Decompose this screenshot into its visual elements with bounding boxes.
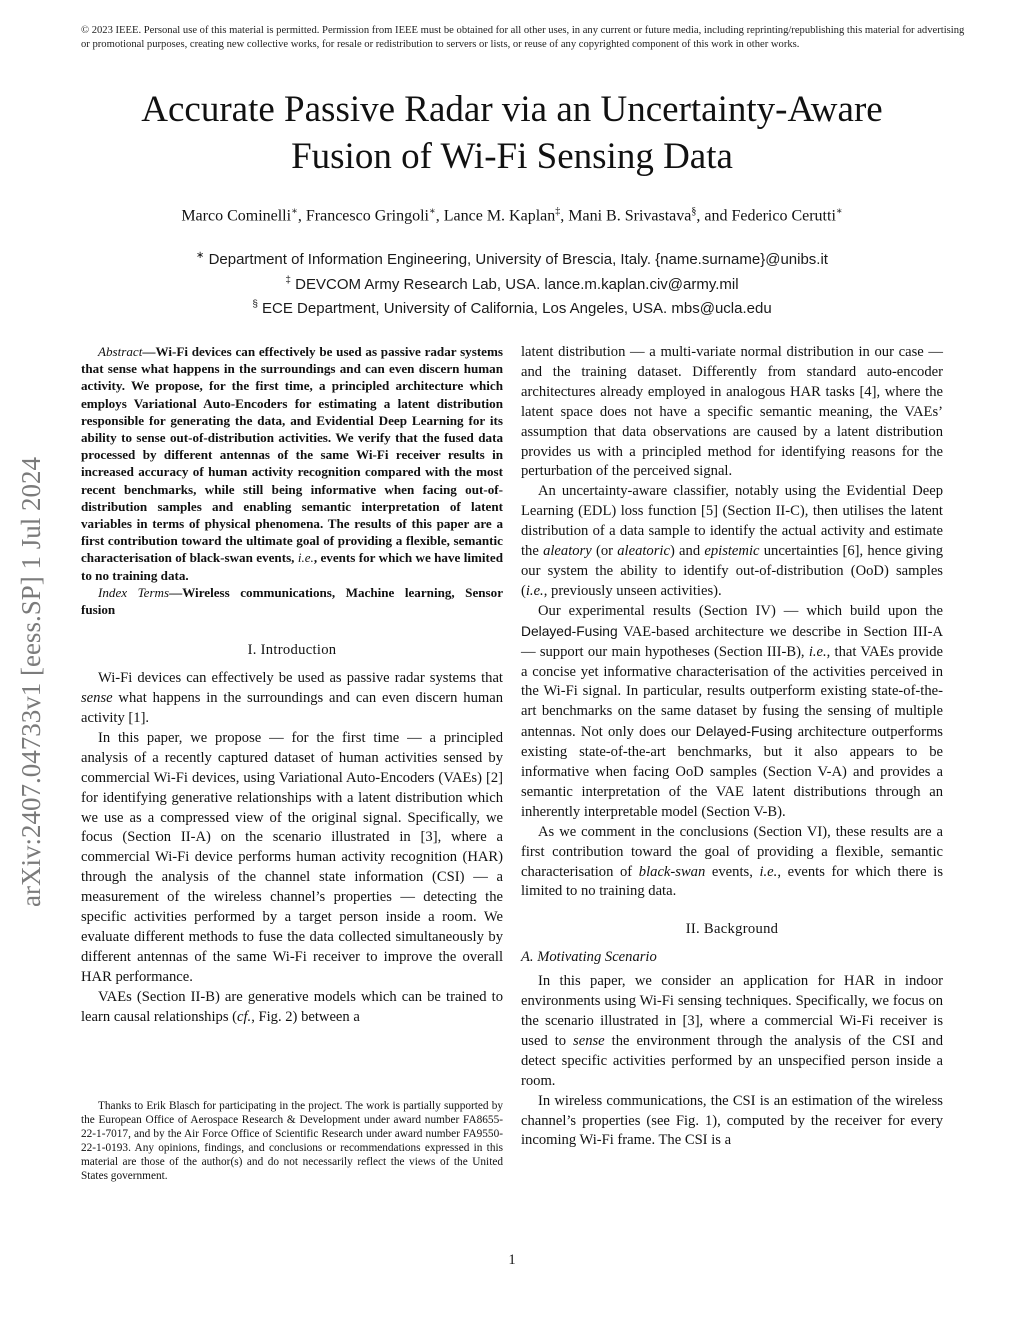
author-mark: ‡ [555,206,561,217]
paragraph-text: (or [591,543,618,560]
paragraph [521,972,943,1091]
paragraph-text: , Fig. 2) between a [251,1008,360,1025]
emphasis: sense [573,1032,605,1049]
paragraph-text: , previously unseen activities). [543,582,722,599]
paragraph-text: , that VAEs provide a concise yet informative characterisation of the activities perceived in the Wi-Fi signal. In particular, results outperform existing state-of-the-art benchmarks on the same dataset by fusing the sensing of multiple antennas. Not only does our [521,643,943,741]
paragraph-text: the environment through the analysis of the CSI and detect specific activities performed by an unspecified person inside a room. [521,1032,943,1089]
paragraph-text: uncertainties [6], hence giving our system the ability to identify out-of-distribution (OoD) samples ( [521,543,943,599]
emphasis: cf. [237,1008,252,1025]
affiliation [60,271,964,296]
affiliation-text: DEVCOM Army Research Lab, USA. lance.m.kaplan.civ@army.mil [295,275,739,293]
abstract-tail: , events for which we have limited to no training data. [81,550,503,583]
emphasis: i.e. [525,582,544,599]
author-list [60,202,964,226]
author-separator: , [560,207,569,225]
affiliation [60,295,964,320]
emphasis: sense [81,690,113,707]
paragraph-text: An uncertainty-aware classifier, notably using the Evidential Deep Learning (EDL) loss function [5] (Section II-C), then utilises the latent distribution of a data sample to identify the actual activity and estimate the [521,483,943,560]
author-name: Francesco Gringoli [305,207,429,225]
affiliation-list [60,246,964,320]
emphasis: black-swan [638,863,706,880]
author-name: Marco Cominelli [181,207,292,225]
paragraph-text: As we comment in the conclusions (Section VI), these results are a first contribution toward the goal of providing a flexible, semantic characterisation of [521,823,943,880]
author-name: Federico Cerutti [731,207,836,225]
index-terms-text: —Wireless communications, Machine learning, Sensor fusion [81,584,504,618]
abstract-label: Abstract [98,344,143,359]
left-column [81,343,503,1027]
author-mark: § [691,206,697,217]
emphasis: i.e. [808,643,827,660]
architecture-name: Delayed-Fusing [695,724,793,740]
paragraph-text: VAE-based architecture we describe in Section III-A — support our main hypotheses (Section III-B), [521,623,943,660]
paragraph: latent distribution — a multi-variate normal distribution in our case — and the training dataset. Differently from standard auto-encoder architectures already employed in analogous HAR tasks [4], where the latent space does not have a specific semantic meaning, the VAEs’ assumption that data observations are caused by a latent distribution provides us with a principled method for identifying reasons for the perturbation of the perceived signal. [521,344,943,480]
author-mark: ∗ [835,206,843,217]
page-number: 1 [508,1252,516,1268]
emphasis: i.e. [759,863,778,880]
abstract-text: —Wi-Fi devices can effectively be used as passive radar systems that sense what happens in the surroundings and can even discern human activity. We propose, for the first time, a principled architecture which employs Variational Auto-Encoders for estimating a latent distribution responsible for generating the data, and Evidential Deep Learning for its ability to sense out-of-distribution activities. We verify that the fused data processed by different antennas of the same Wi-Fi receiver results in increased accuracy of human activity recognition compared with the most recent benchmarks, while still being informative when facing out-of-distribution samples and enabling semantic interpretation of latent variables in terms of physical phenomena. The results of this paper are a first contribution toward the ultimate goal of providing a flexible, semantic characterisation of black-swan events, [81,344,503,566]
author-separator: , [435,207,444,225]
affiliation-text: ECE Department, University of California, Los Angeles, USA. mbs@ucla.edu [262,300,772,317]
paragraph-text: VAEs (Section II-B) are generative models which can be trained to learn causal relationships ( [81,988,503,1025]
arxiv-identifier: arXiv:2407.04733v1 [eess.SP] 1 Jul 2024 [16,457,46,907]
emphasis: aleatoric [617,543,670,560]
paragraph [521,482,943,601]
section-heading-background: II. Background [685,921,779,938]
affiliation [60,246,964,271]
paragraph-text: architecture outperforms existing state-of-the-art benchmarks, but it also appears to be informative when facing OoD samples (Section V-A) and provides a semantic interpretation of the VAE latent distributions through an inherently interpretable model (Section V-B). [521,724,943,820]
paragraph-text: events, [705,863,760,880]
paragraph-text: , events for which there is limited to no training data. [521,863,943,900]
author-separator: , and [696,207,732,225]
author-name: Lance M. Kaplan [443,207,556,225]
paragraph-text: In this paper, we consider an application for HAR in indoor environments using Wi-Fi sensing techniques. Specifically, we focus on the scenario illustrated in [3], where a commercial Wi-Fi receiver is used to [521,973,943,1049]
emphasis: epistemic [704,543,760,560]
author-separator: , [297,207,306,225]
affiliation-text: Department of Information Engineering, University of Brescia, Italy. {name.surname}@unibs.it [208,251,828,268]
right-column [521,343,943,1151]
paragraph-text: what happens in the surroundings and can even discern human activity [1]. [81,690,503,726]
paragraph [81,669,503,729]
subsection-heading-motivating-scenario: A. Motivating Scenario [521,949,657,966]
paragraph: In this paper, we propose — for the first time — a principled analysis of a recently captured dataset of human activities sensed by commercial Wi-Fi devices, using Variational Auto-Encoders (VAEs) [2] for identifying generative relationships with a latent distribution which we use as a compressed view of the original signal. Specifically, we focus (Section II-A) on the scenario illustrated in [3], where a commercial Wi-Fi device performs human activity recognition (HAR) through the analysis of the channel state information (CSI) — a measurement of the wireless channel’s properties — detecting the specific activities performed by a target person inside a room. We evaluate different methods to fuse the data collected simultaneously by different antennas of the same Wi-Fi receiver to improve the overall HAR performance. [81,729,503,985]
paragraph-text: ) and [669,543,705,560]
paragraph [81,988,503,1028]
architecture-name: Delayed-Fusing [521,623,618,639]
abstract-ie: i.e. [297,550,314,566]
section-heading-introduction: I. Introduction [247,642,337,659]
paragraph-text: Our experimental results (Section IV) — which build upon the [538,602,943,619]
index-terms [81,584,503,618]
paper-title [60,86,964,180]
emphasis: aleatory [543,543,592,560]
affiliation-mark: ‡ [285,274,291,286]
title-line-2: Fusion of Wi-Fi Sensing Data [291,136,733,177]
copyright-notice: © 2023 IEEE. Personal use of this material is permitted. Permission from IEEE must be obtained for all other uses, in any current or future media, including reprinting/republishing this material for advertising or promotional purposes, creating new collective works, for resale or redistribution to servers or lists, or reuse of any copyrighted component of this work in other works. [81,25,965,50]
paragraph: In wireless communications, the CSI is an estimation of the wireless channel’s properties (see Fig. 1), computed by the receiver for every incoming Wi-Fi frame. The CSI is a [521,1092,943,1149]
paragraph [521,602,943,823]
paragraph-text: Wi-Fi devices can effectively be used as passive radar systems that [98,670,503,687]
title-line-1: Accurate Passive Radar via an Uncertainty-Aware [141,89,883,130]
affiliation-mark: ∗ [196,250,205,261]
author-mark: ∗ [428,206,436,217]
author-name: Mani B. Srivastava [568,207,692,225]
paragraph [521,823,943,903]
index-terms-label: Index Terms [98,584,170,600]
affiliation-mark: § [252,299,258,310]
abstract [81,343,503,584]
footnote-acknowledgement: Thanks to Erik Blasch for participating in the project. The work is partially supported by the European Office of Aerospace Research & Development under award number FA8655-22-1-7017, and by the Air Force Office of Scientific Research under award number FA9550-22-1-0193. Any opinions, findings, and conclusions or recommendations expressed in this material are those of the author(s) and do not necessarily reflect the views of the United States government. [81,1100,503,1183]
author-mark: ∗ [291,206,298,217]
